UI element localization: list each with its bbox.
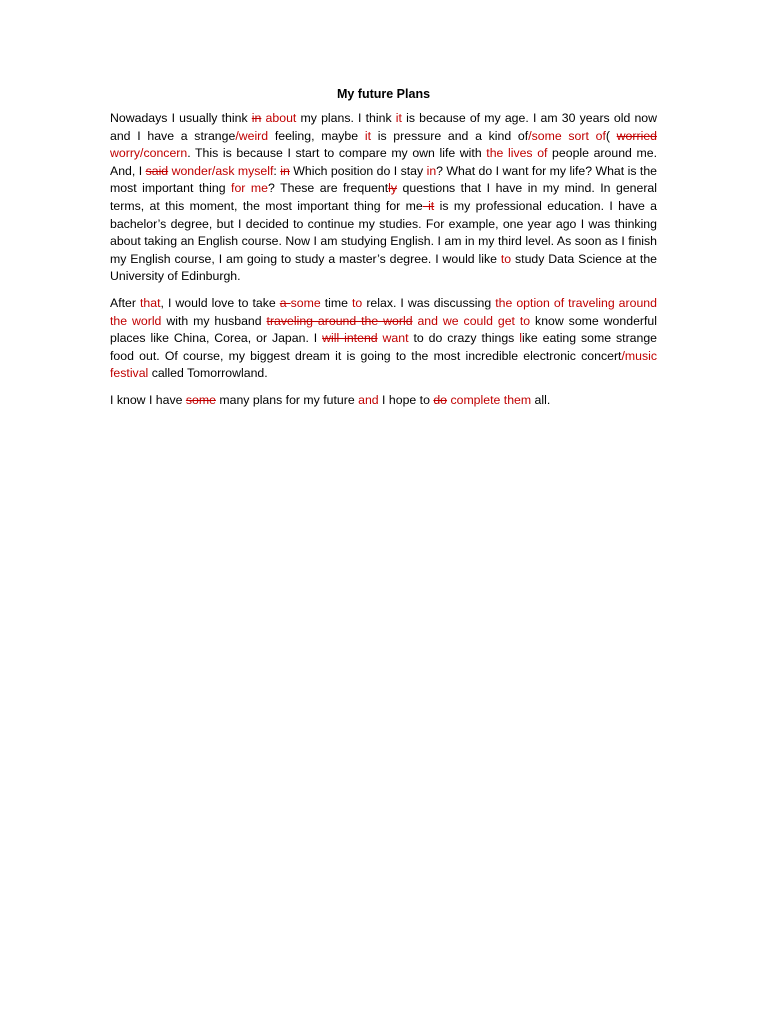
inserted-text: that — [140, 295, 161, 310]
deleted-text: said — [145, 163, 169, 178]
inserted-text: for me — [231, 181, 268, 196]
text-run: I know I have — [110, 392, 186, 407]
text-run: know some wonderful places like China, Corea, or Japan. I — [110, 313, 657, 346]
deleted-text: traveling around the world — [266, 313, 413, 328]
text-run: people around me. And, I — [110, 146, 657, 178]
text-run: is pressure and a kind of — [371, 128, 529, 143]
text-run: After — [110, 295, 141, 310]
inserted-text: some — [290, 295, 321, 310]
document-page — [110, 86, 657, 419]
deleted-text: in — [251, 111, 262, 125]
text-run: is because of my age. I am 30 years old now and I have a strange — [110, 111, 658, 143]
deleted-text: it — [422, 198, 435, 213]
document-title: My future Plans — [336, 87, 431, 101]
text-run: : — [273, 163, 281, 178]
text-run: ike eating some strange food out. Of course, my biggest dream it is going to the most incredible electronic concert — [110, 331, 658, 363]
inserted-text: /weird — [235, 128, 269, 143]
inserted-text: worry/concern — [110, 146, 188, 161]
deleted-text: will intend — [322, 331, 378, 346]
text-run: study Data Science at the University of Edinburgh. — [110, 251, 657, 284]
deleted-text: do — [433, 392, 448, 407]
text-run: time — [320, 295, 353, 310]
deleted-text: ly — [388, 181, 398, 196]
inserted-text: wonder/ask myself — [171, 163, 274, 178]
text-run: with my husband — [161, 313, 267, 328]
inserted-text: /music festival — [110, 348, 657, 381]
inserted-text: to — [352, 295, 363, 310]
paragraph — [110, 392, 657, 410]
text-run: to do crazy things — [408, 331, 520, 346]
document-body — [110, 110, 657, 410]
text-run: questions that I have in my mind. In general terms, at this moment, the most important thing for me — [110, 181, 657, 213]
inserted-text: the option of traveling around the world — [110, 295, 657, 328]
inserted-text: the lives of — [486, 146, 548, 161]
inserted-text: about — [265, 111, 297, 125]
deleted-text: some — [185, 392, 216, 407]
text-run: is my professional education. I have a bachelor’s degree, but I decided to continue my studies. For example, one year ago I was thinking about taking an English course. Now I am studying English. I am in my third level. As soon as I finish my English course, I am going to study a master’s degree. I would like — [110, 198, 657, 266]
text-run: called Tomorrowland. — [148, 366, 268, 381]
deleted-text: a — [279, 295, 291, 310]
text-run: many plans for my future — [215, 392, 359, 407]
inserted-text: in — [426, 163, 437, 178]
text-run: relax. I was discussing — [362, 295, 496, 310]
paragraph — [110, 110, 657, 286]
text-run: feeling, maybe — [268, 128, 365, 143]
inserted-text: and we could get to — [417, 313, 531, 328]
text-run: ? These are frequent — [267, 181, 389, 196]
text-run: , I would love to take — [160, 295, 280, 310]
deleted-text: worried — [616, 128, 657, 143]
text-run: Nowadays I usually think — [110, 111, 252, 125]
text-run: . This is because I start to compare my own life with — [187, 146, 487, 161]
text-run: I hope to — [378, 392, 434, 407]
inserted-text: want — [382, 331, 409, 346]
inserted-text: them — [503, 392, 532, 407]
text-run: all. — [531, 392, 551, 407]
inserted-text: it — [364, 128, 371, 143]
inserted-text: /some sort of — [528, 128, 606, 143]
text-run: ? What do I want for my life? What is the most important thing — [110, 163, 658, 196]
text-run: my plans. I think — [296, 111, 396, 125]
paragraph — [110, 295, 657, 383]
inserted-text: and — [358, 392, 379, 407]
text-run: ( — [605, 128, 617, 143]
inserted-text: l — [519, 331, 522, 346]
inserted-text: to — [500, 251, 512, 266]
deleted-text: in — [280, 163, 290, 178]
inserted-text: complete — [450, 392, 501, 407]
text-run: Which position do I stay — [289, 163, 427, 178]
inserted-text: it — [395, 111, 402, 125]
